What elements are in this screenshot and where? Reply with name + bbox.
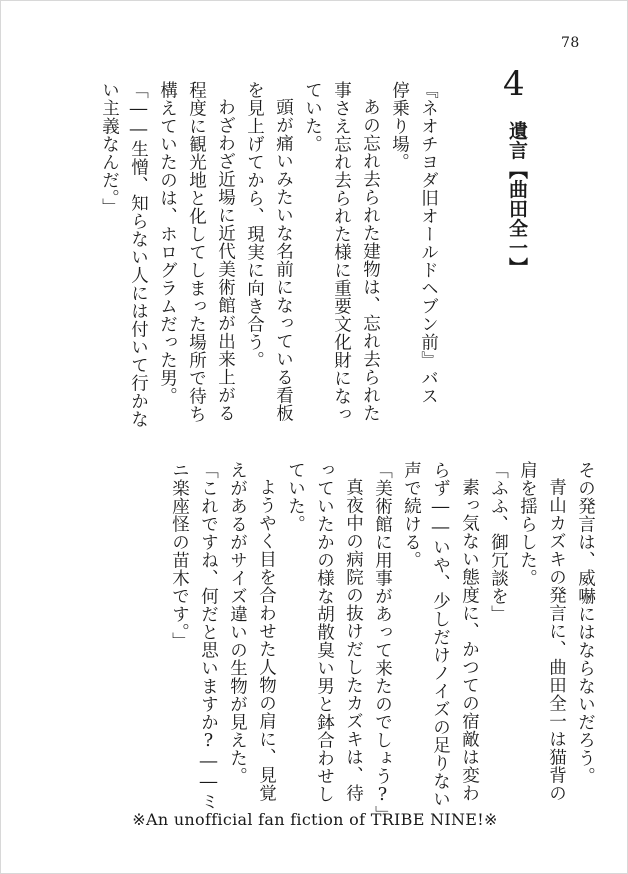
chapter-title: 遺言【曲田全一】	[506, 121, 528, 277]
text-column: 頭が痛いみたいな名前になっている看板	[273, 98, 294, 422]
text-column: らず――いや、少しだけノイズの足りない	[430, 461, 451, 808]
text-column: 『ネオチヨダ旧オールドヘブン前』バス	[418, 81, 439, 405]
text-column: を見上げてから、現実に向き合う。	[244, 81, 265, 369]
text-column: 真夜中の病院の抜けだしたカズキは、待	[343, 478, 364, 802]
text-column: 「美術館に用事があって来たのでしょう?」	[372, 461, 393, 824]
page-number: 78	[561, 35, 580, 51]
footer-disclaimer: ※An unofficial fan fiction of TRIBE NINE!※	[132, 810, 498, 829]
text-column: 肩を揺らした。	[517, 461, 538, 587]
text-column: っていたかの様な胡散臭い男と鉢合わせし	[314, 461, 335, 803]
text-column: その発言は、威嚇にはならないだろう。	[575, 461, 596, 785]
text-column: えがあるがサイズ違いの生物が見えた。	[227, 461, 248, 785]
text-column: 声で続ける。	[401, 461, 422, 569]
text-column: 素っ気ない態度に、かつての宿敵は変わ	[459, 478, 480, 802]
text-column: 事さえ忘れ去られた様に重要文化財になっ	[331, 81, 352, 423]
text-column: 「これですね、何だと思いますか?――ミ	[198, 461, 219, 811]
text-column: わざわざ近場に近代美術館が出来上がる	[215, 98, 236, 422]
text-column: ていた。	[302, 81, 323, 153]
text-column: 「――生憎、知らない人には付いて行かな	[128, 81, 149, 428]
text-column: ていた。	[285, 461, 306, 533]
text-column: あの忘れ去られた建物は、忘れ去られた	[360, 98, 381, 422]
text-column: 「ふふ、御冗談を」	[488, 461, 509, 623]
text-column: 停乗り場。	[389, 81, 410, 171]
text-column: ようやく目を合わせた人物の肩に、見覚	[256, 478, 277, 802]
text-column: 程度に観光地と化してしまった場所で待ち	[186, 81, 207, 423]
text-column: い主義なんだ。」	[99, 81, 120, 217]
text-column: 構えていたのは、ホログラムだった男。	[157, 81, 178, 405]
text-column: 青山カズキの発言に、曲田全一は猫背の	[546, 478, 567, 802]
text-column: ニ楽座怪の苗木です。」	[169, 461, 190, 651]
chapter-number: 4	[503, 64, 525, 104]
